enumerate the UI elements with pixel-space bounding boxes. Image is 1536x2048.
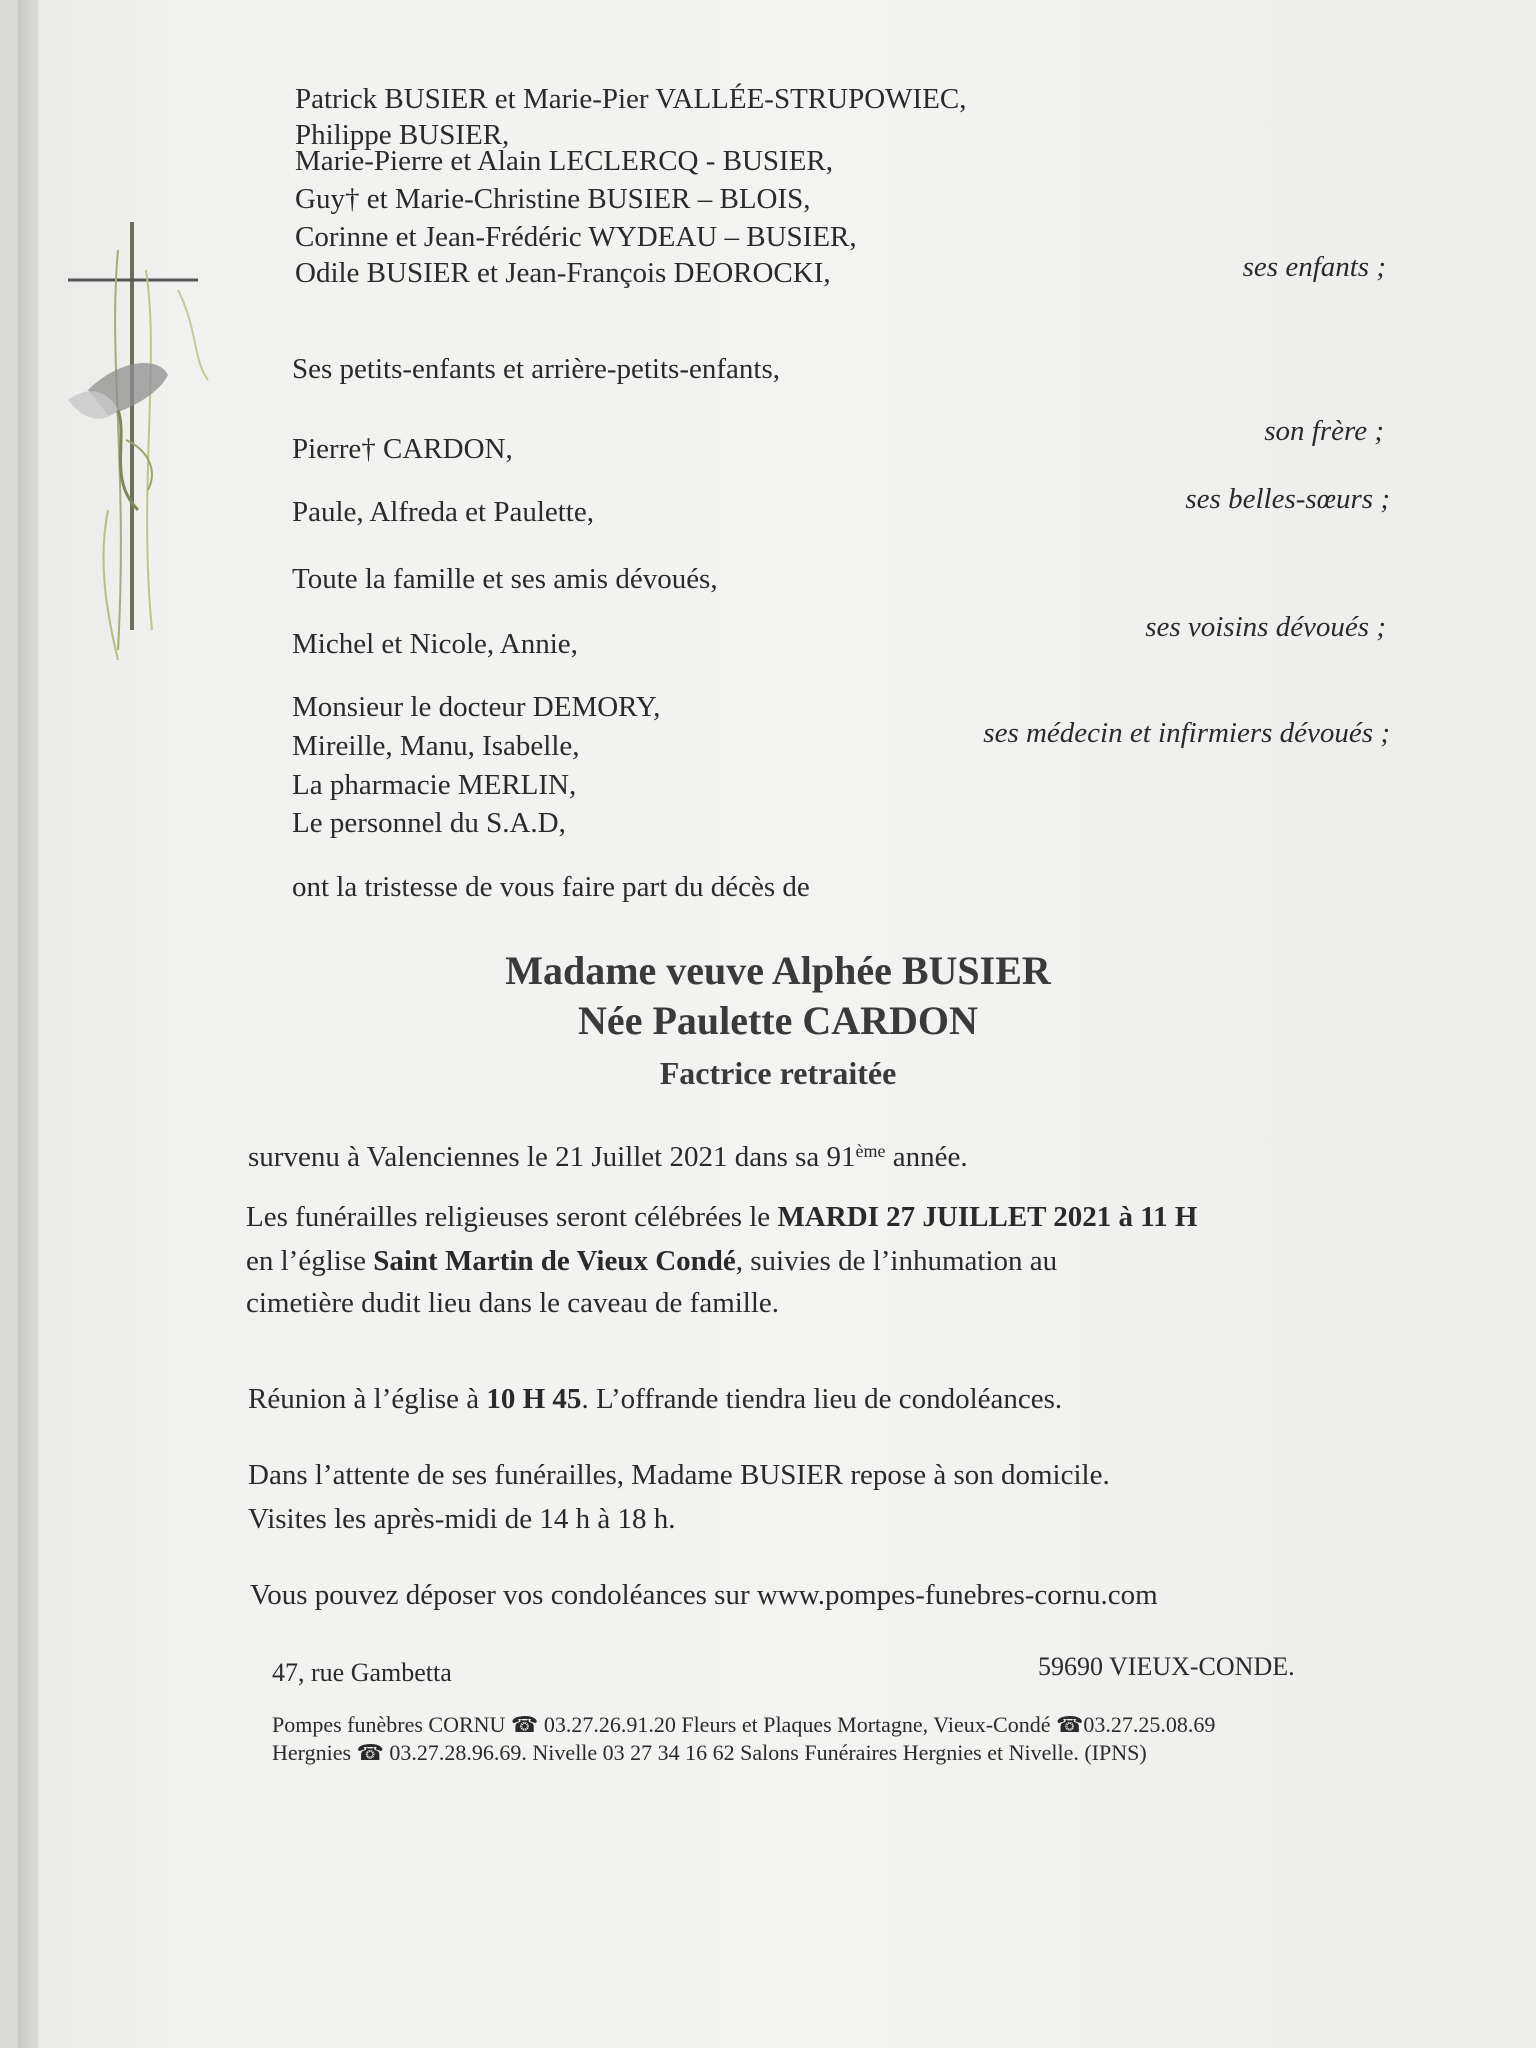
family-line-children-6: Odile BUSIER et Jean-François DEOROCKI, [295, 257, 831, 289]
brother-line: Pierre† CARDON, [292, 433, 513, 465]
role-children: ses enfants ; [1242, 251, 1386, 283]
family-friends-line: Toute la famille et ses amis dévoués, [292, 563, 718, 595]
funeral-line-2-prefix: en l’église [246, 1245, 374, 1277]
neighbours-line: Michel et Nicole, Annie, [292, 628, 578, 660]
meeting-time: 10 H 45 [486, 1383, 582, 1415]
family-line-children-1: Patrick BUSIER et Marie-Pier VALLÉE-STRUPOWIEC, [295, 83, 967, 115]
deceased-occupation: Factrice retraitée [659, 1055, 897, 1091]
announcement-line: ont la tristesse de vous faire part du décès de [292, 871, 810, 903]
footer-line-1: Pompes funèbres CORNU ☎ 03.27.26.91.20 Fleurs et Plaques Mortagne, Vieux-Condé ☎03.27.25.08.69 [272, 1712, 1216, 1737]
role-brother: son frère ; [1264, 415, 1384, 447]
funeral-line-2-suffix: , suivies de l’inhumation au [735, 1245, 1058, 1277]
visits-line-1: Dans l’attente de ses funérailles, Madame BUSIER repose à son domicile. [248, 1459, 1110, 1491]
family-line-children-4: Guy† et Marie-Christine BUSIER – BLOIS, [295, 183, 811, 215]
funeral-date: MARDI 27 JUILLET 2021 à 11 H [777, 1201, 1198, 1233]
visits-line-2: Visites les après-midi de 14 h à 18 h. [248, 1503, 676, 1535]
sisters-in-law-line: Paule, Alfreda et Paulette, [292, 496, 594, 528]
death-text: survenu à Valenciennes le 21 Juillet 2021 dans sa 91 [248, 1141, 856, 1173]
family-line-children-2: Philippe BUSIER, [295, 119, 510, 151]
family-line-children-3: Marie-Pierre et Alain LECLERCQ - BUSIER, [295, 145, 834, 177]
medical-line-4: Le personnel du S.A.D, [292, 807, 566, 839]
meeting-line [248, 1382, 1062, 1416]
meeting-suffix: . L’offrande tiendra lieu de condoléances. [581, 1383, 1063, 1415]
deceased-name-line-1: Madame veuve Alphée BUSIER [505, 948, 1051, 993]
role-sisters-in-law: ses belles-sœurs ; [1185, 483, 1390, 515]
condolences-line: Vous pouvez déposer vos condoléances sur www.pompes-funebres-cornu.com [250, 1579, 1158, 1611]
death-superscript: ème [855, 1141, 886, 1161]
deceased-name-line-2: Née Paulette CARDON [578, 998, 978, 1043]
death-text-end: année. [885, 1141, 968, 1173]
footer-line-2: Hergnies ☎ 03.27.28.96.69. Nivelle 03 27 34 16 62 Salons Funéraires Hergnies et Nivelle. (IPNS) [272, 1740, 1147, 1765]
medical-line-3: La pharmacie MERLIN, [292, 769, 577, 801]
death-line [248, 1140, 968, 1174]
funeral-church: Saint Martin de Vieux Condé [373, 1245, 736, 1277]
cross-lily-icon [48, 210, 218, 670]
cross-lily-illustration [48, 210, 218, 675]
meeting-prefix: Réunion à l’église à [248, 1383, 487, 1415]
funeral-line-1-text: Les funérailles religieuses seront célébrées le [246, 1201, 778, 1233]
funeral-line-1 [246, 1200, 1197, 1234]
family-line-children-5: Corinne et Jean-Frédéric WYDEAU – BUSIER, [295, 221, 857, 253]
funeral-line-3: cimetière dudit lieu dans le caveau de famille. [246, 1287, 780, 1319]
grandchildren-line: Ses petits-enfants et arrière-petits-enfants, [292, 353, 780, 385]
role-medical: ses médecin et infirmiers dévoués ; [983, 717, 1390, 749]
address-city: 59690 VIEUX-CONDE. [1038, 1652, 1295, 1681]
funeral-line-2 [246, 1244, 1057, 1278]
address-street: 47, rue Gambetta [272, 1658, 452, 1687]
medical-line-2: Mireille, Manu, Isabelle, [292, 730, 580, 762]
role-neighbours: ses voisins dévoués ; [1145, 611, 1386, 643]
medical-line-1: Monsieur le docteur DEMORY, [292, 691, 661, 723]
